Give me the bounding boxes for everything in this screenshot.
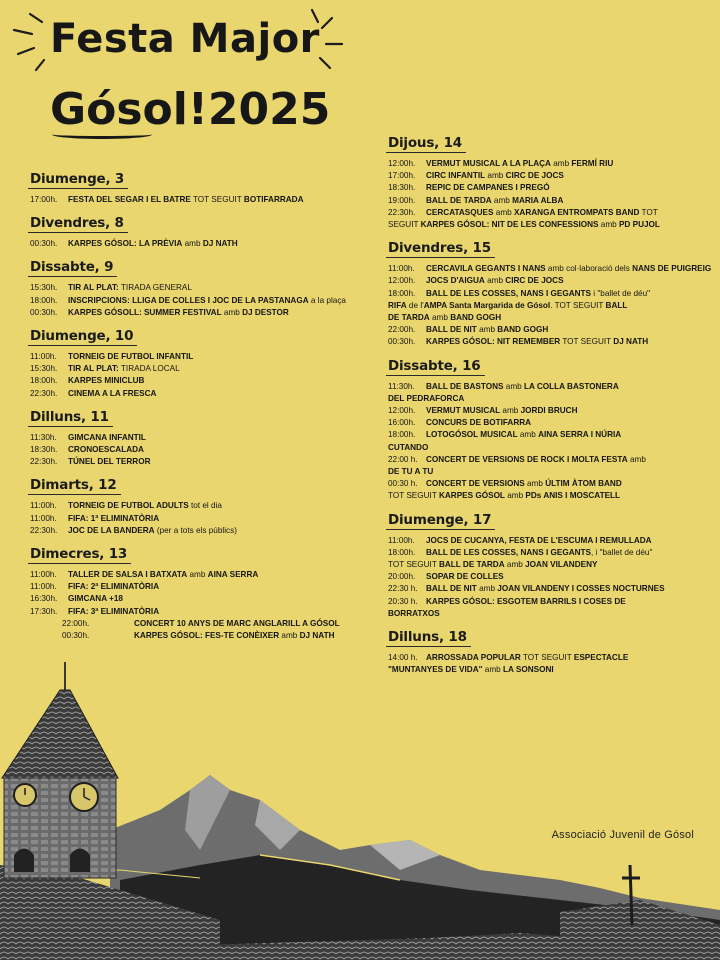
event-highlight: JOCS DE CUCANYA, FESTA DE L'ESCUMA I REMULLADA [426, 535, 652, 545]
schedule-right-column [386, 134, 716, 685]
event-description [68, 593, 368, 605]
event-text: amb [429, 313, 451, 323]
event-time: 18:00h. [388, 547, 416, 557]
event-row [28, 630, 368, 642]
event-row [386, 300, 716, 312]
event-description [68, 351, 368, 363]
event-text: TOT SEGUIT [520, 653, 574, 663]
event-text: , i "ballet de déu" [591, 547, 653, 557]
event-highlight: FERMÍ RIU [571, 159, 614, 168]
event-description [388, 442, 716, 454]
day-section [28, 545, 368, 642]
event-row [28, 593, 368, 605]
event-time: 22:30 h. [388, 584, 418, 594]
event-row [386, 608, 716, 620]
event-row [386, 393, 716, 405]
event-highlight: FIFA: 1ª ELIMINATÒRIA [68, 513, 160, 523]
event-time: 12:00h. [388, 276, 416, 286]
event-text: amb [476, 584, 498, 594]
event-description [388, 300, 716, 312]
event-time: 18:00h. [30, 376, 58, 386]
day-title: Dimarts, 12 [28, 477, 121, 495]
day-title: Dilluns, 11 [28, 409, 113, 427]
event-description [68, 456, 368, 468]
event-time: 11:00h. [30, 513, 57, 523]
event-row [386, 535, 716, 547]
event-text: TOT SEGUIT [190, 195, 244, 204]
event-highlight: SOPAR DE COLLES [426, 572, 504, 582]
event-row [28, 295, 368, 307]
event-highlight: INSCRIPCIONS: LLIGA DE COLLES I JOC DE LA PASTANAGA [68, 295, 309, 305]
event-highlight: LA COLLA BASTONERA [523, 381, 619, 391]
event-text: a la plaça [308, 295, 346, 305]
event-time: 11:00h. [30, 501, 57, 511]
event-description [426, 263, 716, 275]
event-time: 11:00h. [30, 582, 57, 592]
event-text: amb [504, 491, 526, 501]
event-time: 22:00h. [62, 618, 90, 628]
event-description [68, 282, 368, 294]
event-description [134, 630, 368, 642]
event-row [386, 288, 716, 300]
event-highlight: JOAN VILANDENY [525, 560, 598, 570]
event-row [28, 282, 368, 294]
event-row [386, 207, 716, 219]
event-time: 18:30h. [388, 183, 416, 193]
event-text: TOT SEGUIT [388, 491, 439, 501]
event-highlight: BAND GOGH [450, 313, 502, 323]
event-text: SEGUIT [388, 220, 421, 230]
event-highlight: KARPES GÓSOL: NIT REMEMBER [426, 337, 561, 347]
event-time: 11:30h. [30, 432, 57, 442]
event-highlight: PD PUJOL [618, 220, 660, 230]
event-highlight: JOAN VILANDENY I COSSES NOCTURNES [497, 584, 665, 594]
day-section [28, 258, 368, 319]
event-description [68, 295, 368, 307]
event-highlight: LA SONSONI [502, 665, 554, 675]
event-highlight: DE TARDA [388, 313, 430, 323]
day-section [386, 511, 716, 620]
schedule-left-column [28, 170, 368, 650]
event-text: amb [182, 239, 203, 249]
event-description [388, 559, 716, 571]
event-row [28, 432, 368, 444]
day-section [28, 214, 368, 250]
event-description [388, 312, 716, 324]
event-highlight: GIMCANA +18 [68, 594, 123, 604]
event-row [28, 513, 368, 525]
event-time: 22:30h. [30, 525, 58, 535]
event-description [426, 405, 716, 417]
event-highlight: CIRC DE JOCS [505, 276, 564, 286]
event-text: (per a tots els públics) [154, 525, 237, 535]
event-time: 18:00h. [388, 288, 416, 298]
event-text: amb [279, 631, 300, 641]
day-title: Diumenge, 10 [28, 328, 137, 346]
event-row [28, 363, 368, 375]
event-description [68, 194, 368, 206]
event-highlight: CONCERT 10 ANYS DE MARC ANGLARILL A GÓSOL [134, 618, 340, 628]
event-row [386, 442, 716, 454]
event-highlight: KARPES GÓSOL [438, 491, 505, 501]
event-description [388, 608, 716, 620]
event-row [386, 490, 716, 502]
event-row [386, 417, 716, 429]
event-highlight: DJ NATH [613, 337, 649, 347]
event-row [28, 456, 368, 468]
event-row [28, 307, 368, 319]
event-description [426, 324, 716, 336]
event-row [28, 581, 368, 593]
event-highlight: CERCAVILA GEGANTS I NANS [426, 264, 546, 274]
event-highlight: KARPES GÓSOL: LA PRÈVIA [68, 239, 183, 249]
event-description [426, 478, 716, 490]
event-text: amb [485, 171, 506, 181]
event-text: amb [627, 454, 646, 464]
event-highlight: ÚLTIM ÀTOM BAND [545, 479, 622, 489]
event-highlight: ARROSSADA POPULAR [426, 653, 521, 663]
event-text: TOT [639, 207, 658, 217]
event-highlight: BALL DE TARDA [426, 195, 492, 205]
event-highlight: BALL [605, 300, 628, 310]
event-time: 00:30 h. [388, 479, 418, 489]
event-time: 12:00h. [388, 159, 416, 168]
event-description [68, 569, 368, 581]
event-text: amb [524, 479, 546, 489]
event-description [426, 596, 716, 608]
event-row [386, 170, 716, 182]
day-title: Divendres, 15 [386, 240, 495, 258]
event-time: 18:00h. [30, 295, 58, 305]
event-text: TOT SEGUIT [560, 337, 614, 347]
event-row [386, 381, 716, 393]
event-row [386, 405, 716, 417]
event-highlight: GIMCANA INFANTIL [68, 432, 146, 442]
event-highlight: BAND GOGH [497, 325, 549, 335]
event-highlight: "MUNTANYES DE VIDA" [388, 665, 483, 675]
day-section [386, 357, 716, 503]
event-text: . TOT SEGUIT [550, 300, 606, 310]
title-underline [52, 130, 152, 139]
event-description [426, 583, 716, 595]
event-highlight: JOC DE LA BANDERA [68, 525, 155, 535]
poster-title: Festa Major [50, 16, 320, 62]
event-highlight: CIRC DE JOCS [505, 171, 564, 181]
event-description [426, 454, 716, 466]
event-description [426, 417, 716, 429]
event-highlight: CRONOESCALADA [68, 445, 144, 455]
day-title: Dijous, 14 [386, 135, 466, 153]
event-description [68, 388, 368, 400]
event-row [386, 583, 716, 595]
event-highlight: FIFA: 3ª ELIMINATÒRIA [68, 606, 160, 616]
event-time: 22:30h. [388, 207, 416, 217]
event-text: amb [482, 665, 503, 675]
event-description [68, 500, 368, 512]
event-text: amb [517, 430, 539, 440]
event-description [426, 207, 716, 219]
event-highlight: MARIA ALBA [512, 195, 564, 205]
day-section [28, 170, 368, 206]
event-row [386, 478, 716, 490]
day-title: Dimecres, 13 [28, 546, 131, 564]
event-highlight: BALL DE BASTONS [426, 381, 504, 391]
event-text: TIRADA GENERAL [118, 283, 192, 293]
event-highlight: TORNEIG DE FUTBOL ADULTS [68, 501, 189, 511]
event-row [386, 182, 716, 194]
event-description [388, 466, 716, 478]
event-description [68, 238, 368, 250]
event-highlight: KARPES GÓSOLL: SUMMER FESTIVAL [68, 307, 222, 317]
event-time: 00:30h. [30, 307, 58, 317]
event-row [28, 194, 368, 206]
event-highlight: KARPES GÓSOL: NIT DE LES CONFESSIONS [420, 220, 599, 230]
event-highlight: ESPECTACLE [573, 653, 629, 663]
event-highlight: FESTA DEL SEGAR I EL BATRE [68, 195, 191, 204]
event-highlight: AINA SERRA I NÚRIA [538, 430, 622, 440]
organizer-credit: Associació Juvenil de Gósol [551, 829, 694, 841]
event-text: amb [503, 381, 524, 391]
event-description [68, 363, 368, 375]
event-row [386, 195, 716, 207]
event-text: amb [598, 220, 619, 230]
event-row [386, 312, 716, 324]
day-section [386, 239, 716, 348]
event-description [426, 288, 716, 300]
day-title: Diumenge, 3 [28, 171, 128, 189]
event-time: 18:30h. [30, 445, 58, 455]
event-row [386, 336, 716, 348]
event-highlight: DEL PEDRAFORCA [388, 393, 465, 403]
event-description [426, 195, 716, 207]
event-time: 11:00h. [388, 264, 415, 274]
event-description [68, 525, 368, 537]
day-title: Dilluns, 18 [386, 629, 471, 647]
event-highlight: DJ NATH [299, 631, 335, 641]
event-highlight: XARANGA ENTROMPATS BAND [513, 207, 640, 217]
event-text: amb [221, 307, 243, 317]
event-highlight: BOTIFARRADA [243, 195, 304, 204]
event-description [68, 606, 368, 618]
event-highlight: LOTOGÓSOL MUSICAL [426, 430, 518, 440]
event-text: amb [504, 560, 526, 570]
event-highlight: BALL DE TARDA [438, 560, 505, 570]
event-time: 16:00h. [388, 418, 416, 428]
event-text: amb [500, 406, 521, 416]
event-description [68, 444, 368, 456]
event-time: 11:00h. [30, 570, 57, 580]
event-time: 17:00h. [30, 195, 58, 204]
event-text: amb [550, 159, 572, 168]
day-title: Dissabte, 9 [28, 259, 117, 277]
event-description [134, 618, 368, 630]
event-highlight: CONCURS DE BOTIFARRA [426, 418, 532, 428]
event-row [28, 444, 368, 456]
event-row [386, 275, 716, 287]
event-time: 11:30h. [388, 381, 415, 391]
event-text: TOT SEGUIT [388, 560, 439, 570]
event-description [426, 429, 716, 441]
event-highlight: CONCERT DE VERSIONS DE ROCK I MOLTA FESTA [426, 454, 628, 464]
event-highlight: PDs ANIS I MOSCATELL [525, 491, 621, 501]
event-row [28, 606, 368, 618]
event-text: de l' [406, 300, 424, 310]
event-description [68, 432, 368, 444]
event-highlight: VERMUT MUSICAL A LA PLAÇA [426, 159, 551, 168]
event-highlight: BALL DE LES COSSES, NANS I GEGANTS [426, 547, 591, 557]
event-highlight: CUTANDO [388, 442, 429, 452]
event-description [68, 581, 368, 593]
event-highlight: CIRC INFANTIL [426, 171, 486, 181]
event-time: 11:00h. [30, 352, 57, 362]
event-text: i "ballet de déu" [591, 288, 651, 298]
event-highlight: DJ NATH [202, 239, 238, 249]
event-description [426, 535, 716, 547]
event-text: amb [493, 207, 514, 217]
event-highlight: VERMUT MUSICAL [426, 406, 501, 416]
event-highlight: KARPES GÓSOL: FES-TE CONÈIXER [134, 631, 280, 641]
event-highlight: TÚNEL DEL TERROR [68, 457, 151, 467]
event-text: TIRADA LOCAL [118, 364, 180, 374]
poster-year-title: Gósol!2025 [50, 84, 331, 135]
event-description [388, 393, 716, 405]
day-title: Dissabte, 16 [386, 358, 485, 376]
event-row [386, 547, 716, 559]
event-highlight: CERCATASQUES [426, 207, 494, 217]
village-landscape-illustration [0, 650, 720, 960]
event-row [386, 219, 716, 231]
day-title: Divendres, 8 [28, 215, 128, 233]
event-row [28, 375, 368, 387]
event-highlight: DJ DESTOR [242, 307, 289, 317]
event-row [28, 388, 368, 400]
event-time: 19:00h. [388, 195, 416, 205]
event-row [386, 454, 716, 466]
event-row [386, 158, 716, 170]
event-highlight: NANS DE PUIGREIG [632, 264, 712, 274]
event-highlight: AMPA Santa Margarida de Gósol [423, 300, 551, 310]
event-row [386, 559, 716, 571]
event-row [28, 238, 368, 250]
event-highlight: RIFA [388, 300, 407, 310]
event-highlight: TIR AL PLAT: [68, 364, 119, 374]
event-row [386, 571, 716, 583]
event-description [388, 490, 716, 502]
event-description [426, 182, 716, 194]
event-time: 16:30h. [30, 594, 58, 604]
event-highlight: BALL DE NIT [426, 584, 477, 594]
event-time: 14:00 h. [388, 653, 418, 663]
event-text: amb [187, 570, 208, 580]
event-time: 17:00h. [388, 171, 416, 181]
event-highlight: DE TU A TU [388, 467, 434, 477]
event-time: 22:00 h. [388, 454, 418, 464]
event-row [386, 466, 716, 478]
event-description [426, 381, 716, 393]
event-highlight: FIFA: 2ª ELIMINATÒRIA [68, 582, 160, 592]
event-highlight: CONCERT DE VERSIONS [426, 479, 525, 489]
event-text: tot el dia [188, 501, 222, 511]
event-highlight: KARPES MINICLUB [68, 376, 145, 386]
event-time: 22:30h. [30, 388, 58, 398]
event-description [426, 170, 716, 182]
event-row [386, 429, 716, 441]
event-row [28, 351, 368, 363]
event-highlight: BALL DE LES COSSES, NANS I GEGANTS [426, 288, 591, 298]
event-time: 17:30h. [30, 606, 58, 616]
event-highlight: JORDI BRUCH [520, 406, 578, 416]
event-highlight: BORRATXOS [388, 608, 440, 618]
event-text: amb [491, 195, 513, 205]
event-description [426, 336, 716, 348]
event-highlight: TIR AL PLAT: [68, 283, 119, 293]
event-description [426, 547, 716, 559]
day-section [28, 476, 368, 537]
day-section [28, 408, 368, 469]
event-row [386, 324, 716, 336]
event-highlight: TORNEIG DE FUTBOL INFANTIL [68, 352, 194, 362]
event-time: 00:30h. [388, 337, 416, 347]
event-highlight: REPIC DE CAMPANES I PREGÓ [426, 183, 550, 193]
event-time: 11:00h. [388, 535, 415, 545]
event-highlight: CINEMA A LA FRESCA [68, 388, 157, 398]
event-row [386, 596, 716, 608]
event-row [28, 500, 368, 512]
event-time: 22:30h. [30, 457, 58, 467]
day-section [386, 134, 716, 231]
event-row [386, 263, 716, 275]
event-highlight: TALLER DE SALSA I BATXATA [68, 570, 188, 580]
event-description [426, 158, 716, 170]
event-row [28, 525, 368, 537]
event-time: 18:00h. [388, 430, 416, 440]
day-section [28, 327, 368, 400]
event-row [28, 569, 368, 581]
event-highlight: AINA SERRA [207, 570, 259, 580]
event-time: 00:30h. [62, 631, 90, 641]
event-time: 12:00h. [388, 406, 416, 416]
event-time: 20:00h. [388, 572, 416, 582]
event-time: 15:30h. [30, 364, 58, 374]
event-time: 22:00h. [388, 325, 416, 335]
event-highlight: JOCS D'AIGUA [426, 276, 485, 286]
event-text: amb [484, 276, 506, 286]
event-description [426, 571, 716, 583]
event-highlight: BALL DE NIT [426, 325, 477, 335]
event-time: 15:30h. [30, 283, 58, 293]
event-description [68, 375, 368, 387]
day-title: Diumenge, 17 [386, 512, 495, 530]
event-highlight: KARPES GÓSOL: ESGOTEM BARRILS I COSES DE [426, 596, 626, 606]
event-time: 00:30h. [30, 239, 58, 249]
event-time: 20:30 h. [388, 596, 418, 606]
event-text: amb col·laboració dels [545, 264, 633, 274]
event-description [68, 513, 368, 525]
event-text: amb [476, 325, 498, 335]
event-description [388, 219, 716, 231]
event-row [28, 618, 368, 630]
event-description [68, 307, 368, 319]
event-description [426, 275, 716, 287]
